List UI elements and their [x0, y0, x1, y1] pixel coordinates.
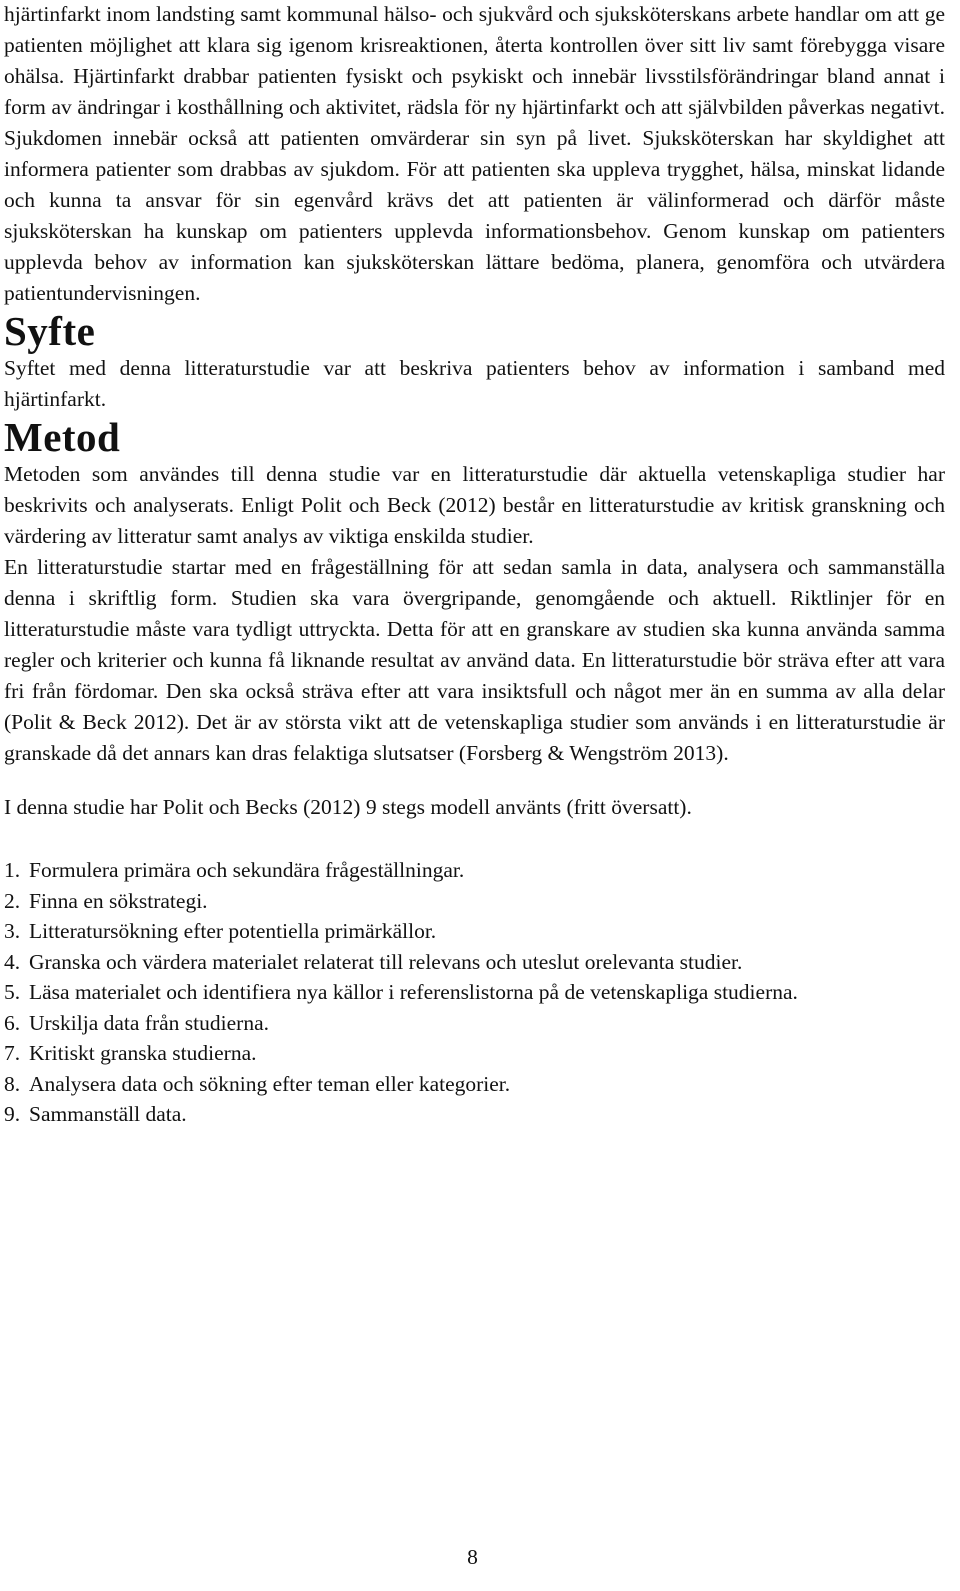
step-number: 2. — [4, 888, 21, 913]
metod-paragraph-1-text: Metoden som användes till denna studie var en litteraturstudie där aktuella vetenskapliga studier har beskrivits och analyserats. Enligt Polit och Beck (2012) består en litteraturstudie av kritisk granskning och värdering av litteratur samt analys av viktiga enskilda studier. — [4, 462, 945, 548]
list-item — [4, 977, 945, 1008]
step-number: 3. — [4, 919, 21, 943]
step-number: 5. — [4, 980, 21, 1004]
list-item — [4, 947, 945, 978]
list-item — [4, 855, 945, 886]
intro-paragraph-text: hjärtinfarkt inom landsting samt kommunal hälso- och sjukvård och sjuksköterskans arbete handlar om att ge patienten möjlighet att klara sig igenom krisreaktionen, återta kontrollen över sitt liv samt förebygga visare ohälsa. Hjärtinfarkt drabbar patienten fysiskt och psykiskt och innebär livsstilsförändringar bland annat i form av ändringar i kosthållning och aktivitet, rädsla för ny hjärtinfarkt och att självbilden påverkas negativt. Sjukdomen innebär också att patienten omvärderar sin syn på livet. Sjuksköterskan har skyldighet att informera patienter som drabbas av sjukdom. För att patienten ska uppleva trygghet, hälsa, minskat lidande och kunna ta ansvar för sin egenvård krävs det att patienten är välinformerad och därför måste sjuksköterskan ha kunskap om patienters upplevda informationsbehov. Genom kunskap om patienters upplevda behov av information kan sjuksköterskan lättare bedöma, planera, genomföra och utvärdera patientundervisningen. — [4, 2, 945, 305]
step-number: 1. — [4, 858, 21, 882]
list-item — [4, 886, 945, 917]
syfte-paragraph-text: Syftet med denna litteraturstudie var att beskriva patienters behov av information i samband med hjärtinfarkt. — [4, 356, 945, 411]
step-text: Granska och värdera materialet relaterat till relevans och uteslut orelevanta studier. — [29, 949, 743, 974]
step-number: 7. — [4, 1041, 21, 1065]
list-item — [4, 1099, 945, 1130]
metod-paragraph-2-text: En litteraturstudie startar med en frågeställning för att sedan samla in data, analysera och sammanställa denna i skriftlig form. Studien ska vara övergripande, genomgående och aktuell. Riktlinjer för en litteraturstudie måste vara tydligt uttryckta. Detta för att en granskare av studien ska kunna använda samma regler och kriterier och kunna få liknande resultat av använd data. En litteraturstudie bör sträva efter att vara fri från fördomar. Den ska också sträva efter att vara insiktsfull och något mer än en summa av alla delar (Polit & Beck 2012). Det är av största vikt att de vetenskapliga studier som används i en litteraturstudie är granskade då det annars kan dras felaktiga slutsatser (Forsberg & Wengström 2013). — [4, 555, 945, 765]
syfte-paragraph — [4, 353, 945, 415]
step-text: Finna en sökstrategi. — [29, 888, 208, 913]
step-number: 4. — [4, 949, 21, 974]
metod-paragraph-2 — [4, 552, 945, 769]
step-number: 8. — [4, 1071, 21, 1096]
step-text: Läsa materialet och identifiera nya källor i referenslistorna på de vetenskapliga studierna. — [29, 980, 798, 1004]
step-text: Formulera primära och sekundära frågeställningar. — [29, 858, 465, 882]
list-item — [4, 916, 945, 947]
list-item — [4, 1069, 945, 1100]
step-text: Analysera data och sökning efter teman eller kategorier. — [29, 1071, 511, 1096]
intro-paragraph — [4, 0, 945, 309]
step-number: 9. — [4, 1102, 21, 1126]
steps-intro: I denna studie har Polit och Becks (2012) 9 stegs modell använts (fritt översatt). — [4, 795, 692, 819]
step-number: 6. — [4, 1010, 21, 1035]
document-page — [4, 0, 945, 1130]
step-text: Urskilja data från studierna. — [29, 1010, 269, 1035]
list-item — [4, 1038, 945, 1069]
metod-paragraph-1 — [4, 459, 945, 552]
step-text: Sammanställ data. — [29, 1102, 187, 1126]
step-text: Litteratursökning efter potentiella primärkällor. — [29, 919, 437, 943]
step-text: Kritiskt granska studierna. — [29, 1041, 257, 1065]
steps-list — [4, 855, 945, 1130]
metod-heading: Metod — [4, 414, 121, 460]
syfte-heading: Syfte — [4, 308, 96, 354]
list-item — [4, 1008, 945, 1039]
page-number: 8 — [467, 1545, 478, 1569]
